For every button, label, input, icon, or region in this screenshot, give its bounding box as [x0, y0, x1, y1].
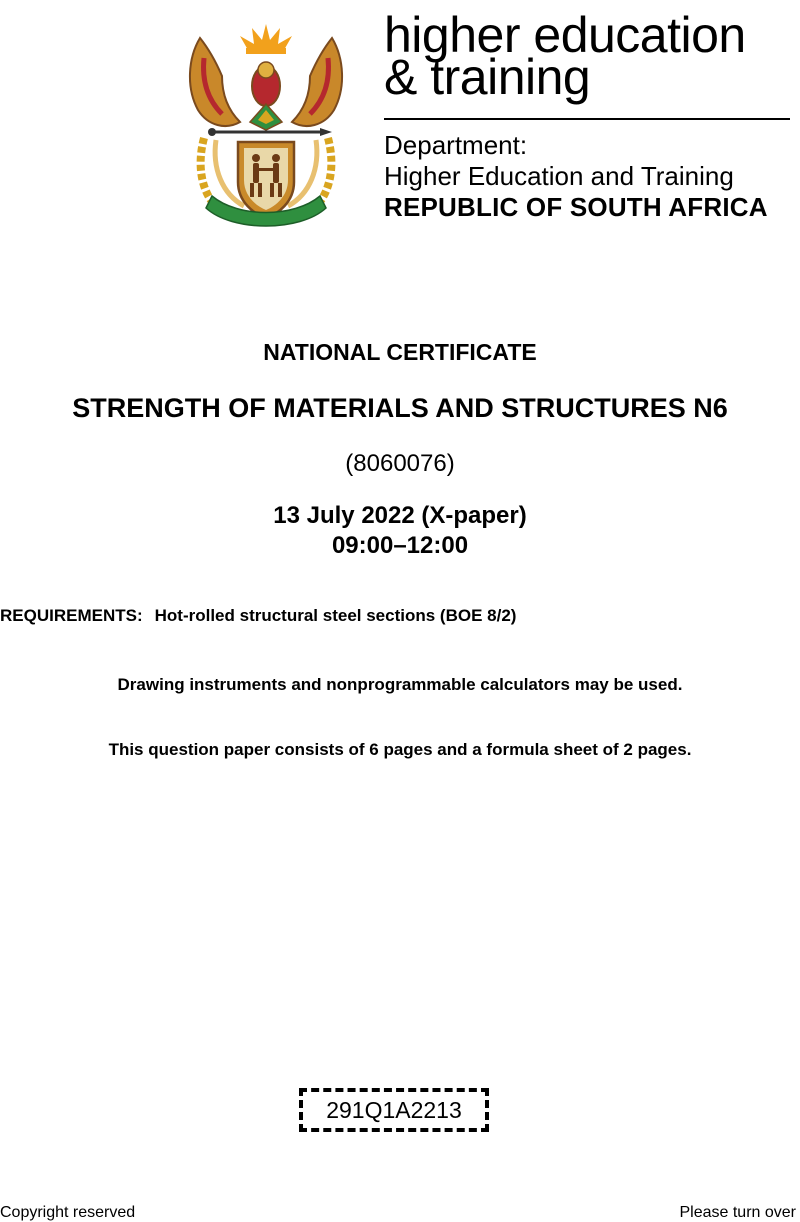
certificate-title: NATIONAL CERTIFICATE — [263, 339, 537, 365]
department-label: Department: — [384, 130, 528, 160]
brand-line-2: & training — [384, 49, 591, 105]
sun-icon — [240, 24, 292, 54]
department-block — [384, 130, 768, 223]
coat-of-arms-logo — [182, 18, 350, 240]
exam-datetime — [0, 501, 800, 561]
requirements-label: REQUIREMENTS: — [0, 606, 143, 625]
exam-date: 13 July 2022 (X-paper) — [273, 502, 527, 529]
brand-line-1: higher education — [384, 7, 746, 63]
right-wing-icon — [292, 38, 342, 126]
instruction-calculators: Drawing instruments and nonprogrammable calculators may be used. — [117, 675, 683, 694]
country-name: REPUBLIC OF SOUTH AFRICA — [384, 192, 768, 222]
brand-wordmark — [384, 7, 794, 105]
footer-turn-over: Please turn over — [679, 1204, 796, 1221]
subject-code: (8060076) — [345, 450, 455, 477]
requirements-value: Hot-rolled structural steel sections (BOE 8/2) — [154, 606, 517, 625]
exam-time: 09:00–12:00 — [331, 532, 469, 559]
requirements-line — [0, 606, 516, 626]
paper-code-box — [299, 1088, 489, 1132]
subject-title: STRENGTH OF MATERIALS AND STRUCTURES N6 — [72, 393, 728, 423]
department-name: Higher Education and Training — [384, 161, 734, 191]
footer-copyright: Copyright reserved — [0, 1204, 136, 1221]
instruction-page-count: This question paper consists of 6 pages and a formula sheet of 2 pages. — [108, 740, 692, 759]
brand-divider — [384, 118, 790, 120]
left-wing-icon — [190, 38, 240, 126]
paper-code: 291Q1A2213 — [326, 1096, 462, 1123]
